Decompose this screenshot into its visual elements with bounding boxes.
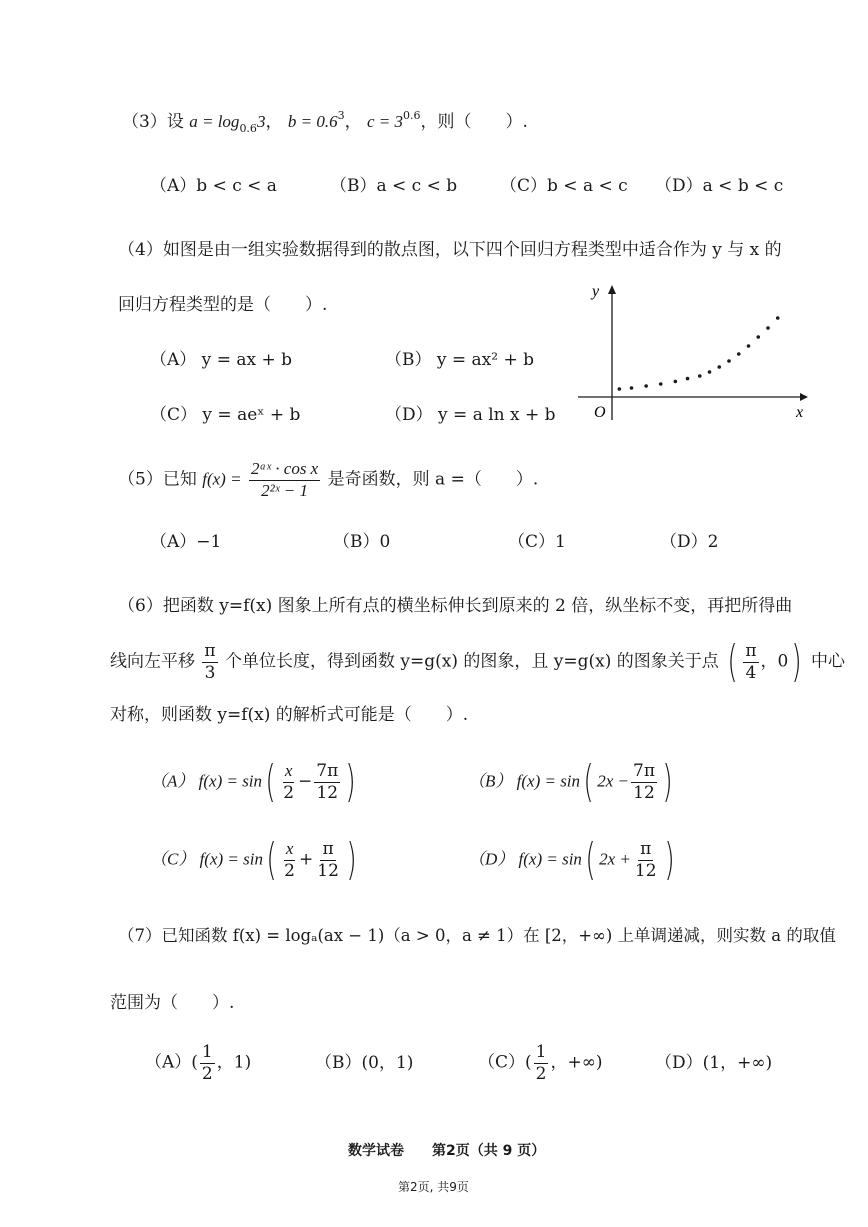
q7-option-b[interactable]: （B）(0，1) xyxy=(315,1053,414,1073)
scatter-point xyxy=(659,382,663,386)
scatter-plot xyxy=(572,280,812,430)
q4-option-c[interactable]: （C） y = aeˣ + b xyxy=(150,405,301,425)
scatter-points xyxy=(618,316,780,391)
scatter-point xyxy=(737,352,741,356)
scatter-point xyxy=(644,384,648,388)
q4-stem-line2: 回归方程类型的是（ ）. xyxy=(118,295,328,315)
q6-option-b[interactable]: （B） f(x) = sin( 2x − $\frac{7\pi}{12}$ ) xyxy=(468,756,673,807)
q6-option-d[interactable]: （D） f(x) = sin( 2x + $\frac{\pi}{12}$ ) xyxy=(468,834,675,885)
scatter-point xyxy=(698,374,702,378)
q6-stem-line3: 对称，则函数 y=f(x) 的解析式可能是（ ）. xyxy=(110,705,469,725)
q5-option-b[interactable]: （B）0 xyxy=(333,532,391,552)
q7-option-c[interactable]: （C）( $\frac{1}{2}$ ，+∞) xyxy=(478,1042,603,1084)
x-axis-arrow xyxy=(800,393,808,401)
y-axis-arrow xyxy=(608,285,616,294)
q7-stem-line2: 范围为（ ）. xyxy=(110,993,235,1013)
q3-stem: （3）设 $a = \log_{0.6}3$， $b = 0.6^3$， $c = 3^{0.6}$，则（ ）. xyxy=(122,109,528,135)
q5-option-d[interactable]: （D）2 xyxy=(660,532,719,552)
q6-option-c[interactable]: （C） f(x) = sin( $\frac{x}{2}$ + $\frac{\pi}{12}$ ) xyxy=(150,834,357,885)
q5-fraction: $\frac{\text{2ᵃˣ · cos x}}{\text{2²ˣ − 1}}$ xyxy=(250,459,319,500)
q5-option-a[interactable]: （A）−1 xyxy=(150,532,222,552)
q7-option-a[interactable]: （A）( $\frac{1}{2}$ ，1) xyxy=(145,1042,252,1084)
q5-option-c[interactable]: （C）1 xyxy=(508,532,566,552)
x-axis-label: x xyxy=(796,404,804,421)
q5-stem: （5）已知 f(x) = $\frac{\text{2ᵃˣ · cos x}}{\text{2²ˣ − 1}}$ 是奇函数，则 a =（ ）. xyxy=(118,459,539,500)
y-axis-label: y xyxy=(592,283,600,300)
q3-option-d[interactable]: （D）a < b < c xyxy=(655,176,784,196)
q3-option-a[interactable]: （A）b < c < a xyxy=(150,176,277,196)
q6-option-a[interactable]: （A） f(x) = sin( $\frac{x}{2}$ − $\frac{7\pi}{12}$ ) xyxy=(150,756,357,807)
q4-option-a[interactable]: （A） y = ax + b xyxy=(150,350,292,370)
page-footer: 数学试卷 第2页（共 9 页） xyxy=(348,1143,546,1159)
q7-option-d[interactable]: （D）(1，+∞) xyxy=(655,1053,773,1073)
page-number: 第2页, 共9页 xyxy=(398,1180,469,1194)
q7-stem-line1: （7）已知函数 f(x) = logₐ(ax − 1)（a > 0，a ≠ 1）在 [2，+∞) 上单调递减，则实数 a 的取值 xyxy=(118,926,836,945)
scatter-point xyxy=(708,370,712,374)
q4-option-b[interactable]: （B） y = ax² + b xyxy=(385,350,535,370)
scatter-point xyxy=(674,380,678,384)
q4-stem-line1: （4）如图是由一组实验数据得到的散点图，以下四个回归方程类型中适合作为 y 与 x 的 xyxy=(118,240,782,260)
scatter-point xyxy=(747,344,751,348)
scatter-point xyxy=(717,365,721,369)
scatter-point xyxy=(776,316,780,320)
scatter-point xyxy=(756,335,760,339)
q3-option-b[interactable]: （B）a < c < b xyxy=(330,176,458,196)
scatter-point xyxy=(766,326,770,330)
scatter-point xyxy=(618,387,622,391)
scatter-point xyxy=(727,359,731,363)
q6-stem-line1: （6）把函数 y=f(x) 图象上所有点的横坐标伸长到原来的 2 倍，纵坐标不变，再把所得曲 xyxy=(118,596,793,616)
q6-stem-line2: 线向左平移 $\frac{\pi}{3}$ 个单位长度，得到函数 y=g(x) 的图象，且 y=g(x) 的图象关于点 ( $\frac{\pi}{4}$ ，0) 中心 xyxy=(110,636,845,687)
scatter-point xyxy=(630,386,634,390)
origin-label: O xyxy=(594,404,606,421)
q3-option-c[interactable]: （C）b < a < c xyxy=(500,176,628,196)
q4-option-d[interactable]: （D） y = a ln x + b xyxy=(385,405,556,425)
scatter-point xyxy=(686,377,690,381)
